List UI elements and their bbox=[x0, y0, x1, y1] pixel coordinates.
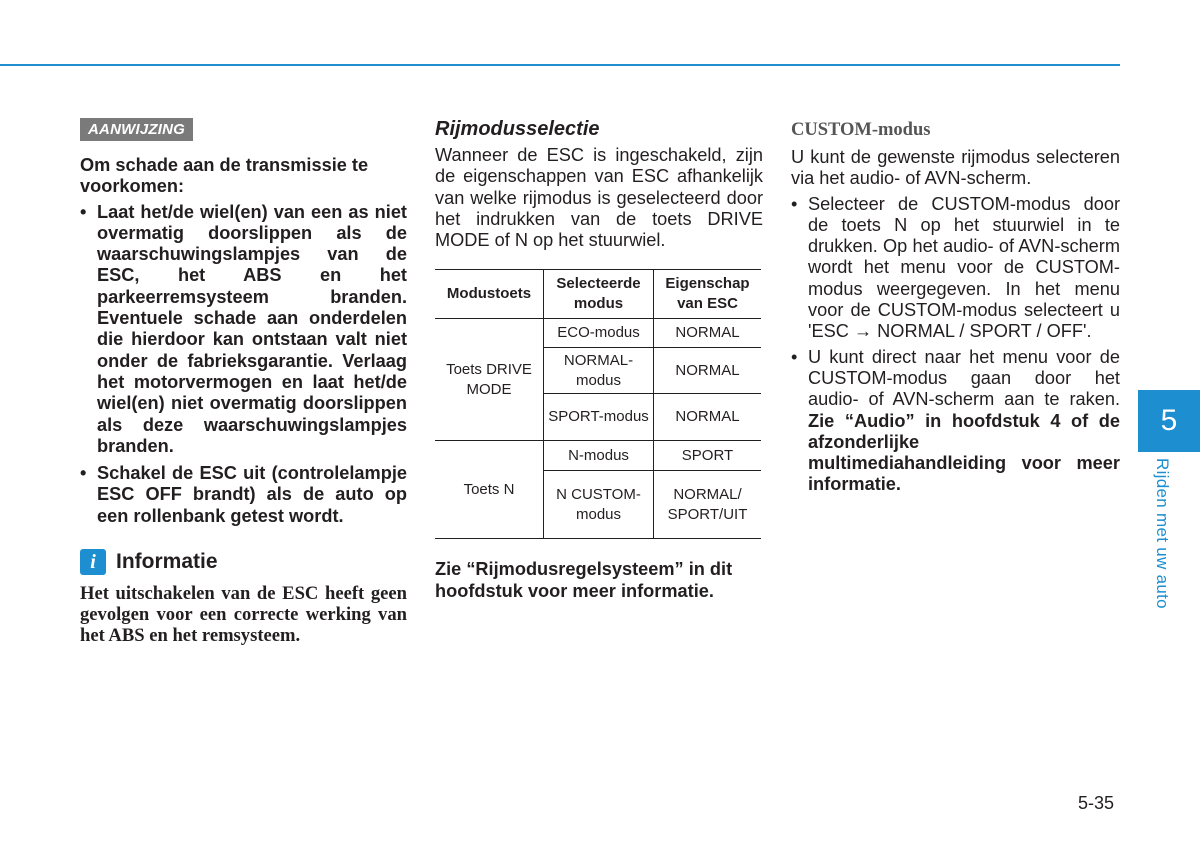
drive-mode-table bbox=[435, 269, 761, 539]
note-badge: AANWIJZING bbox=[80, 118, 193, 141]
table-cell: NORMAL bbox=[654, 319, 762, 348]
table-header-row bbox=[435, 270, 761, 319]
note-intro: Om schade aan de transmissie te voorkomen: bbox=[80, 155, 369, 197]
table-cell: N CUSTOM-modus bbox=[544, 471, 654, 539]
note-bullet: • Schakel de ESC uit (controlelampje ESC OFF brandt) als de auto op een rollenbank getest wordt. bbox=[80, 463, 407, 527]
custom-text: U kunt de gewenste rijmodus selecteren via het audio- of AVN-scherm. bbox=[791, 147, 1120, 189]
table-cell: NORMAL bbox=[654, 394, 762, 441]
table-cell: Toets N bbox=[435, 441, 544, 539]
table-cell: ECO-modus bbox=[544, 319, 654, 348]
info-text: Het uitschakelen van de ESC heeft geen gevolgen voor een correcte werking van het ABS en het remsysteem. bbox=[80, 583, 407, 647]
page-number: 5-35 bbox=[1078, 793, 1115, 813]
chapter-tab: 5 bbox=[1138, 390, 1200, 452]
custom-bullet: • Selecteer de CUSTOM-modus door de toets N op het stuurwiel in te drukken. Op het audio- of AVN-scherm wordt het menu voor de CUSTOM-modus weergegeven. In het menu voor de CUSTOM-modus selecteert u 'ESC → NORMAL / SPORT / OFF'. bbox=[791, 194, 1120, 343]
chapter-title-text: Rijden met uw auto bbox=[1153, 458, 1172, 609]
table-cell: SPORT-modus bbox=[544, 394, 654, 441]
table-header: Selecteerde modus bbox=[544, 270, 654, 319]
custom-bullet-text: U kunt direct naar het menu voor de CUSTOM-modus gaan door het audio- of AVN-scherm aan te raken. bbox=[808, 346, 1120, 410]
note-bullet: • Laat het/de wiel(en) van een as niet overmatig doorslippen als de waarschuwingslampjes van de ESC, het ABS en het parkeerremsysteem branden. Eventuele schade aan onderdelen die hierdoor kan ontstaan valt niet onder de fabrieksgarantie. Verlaag het motorvermogen en laat het/de wiel(en) niet overmatig doorslippen als deze waarschuwingslampjes branden. bbox=[80, 202, 407, 458]
header-rule bbox=[0, 64, 1120, 66]
chapter-title bbox=[1152, 458, 1176, 620]
table-header: Modustoets bbox=[435, 270, 544, 319]
table-cell: Toets DRIVE MODE bbox=[435, 319, 544, 441]
drive-mode-reference: Zie “Rijmodusregelsysteem” in dit hoofdstuk voor meer informatie. bbox=[435, 559, 733, 601]
custom-title: CUSTOM-modus bbox=[791, 120, 931, 140]
table-row bbox=[435, 319, 761, 348]
table-cell: NORMAL/ SPORT/UIT bbox=[654, 471, 762, 539]
column-right bbox=[791, 118, 1120, 496]
section-title: Rijmodusselectie bbox=[435, 118, 600, 140]
custom-bullet-reference: Zie “Audio” in hoofdstuk 4 of de afzonderlijke multimediahandleiding voor meer informatie. bbox=[808, 410, 1120, 495]
info-heading bbox=[80, 549, 407, 575]
custom-bullet bbox=[791, 347, 1120, 496]
drive-mode-text: Wanneer de ESC is ingeschakeld, zijn de eigenschappen van ESC afhankelijk van welke rijmodus is geselecteerd door het indrukken van de toets DRIVE MODE of N op het stuurwiel. bbox=[435, 145, 763, 251]
info-title: Informatie bbox=[116, 550, 218, 574]
table-header: Eigenschap van ESC bbox=[654, 270, 762, 319]
table-cell: N-modus bbox=[544, 441, 654, 471]
table-cell: SPORT bbox=[654, 441, 762, 471]
table-cell: NORMAL bbox=[654, 348, 762, 394]
column-middle bbox=[435, 118, 763, 602]
note-bullet-list bbox=[80, 202, 407, 527]
info-icon: i bbox=[80, 549, 106, 575]
custom-bullet-list bbox=[791, 194, 1120, 496]
column-left bbox=[80, 118, 407, 647]
table-cell: NORMAL-modus bbox=[544, 348, 654, 394]
table-row bbox=[435, 441, 761, 471]
